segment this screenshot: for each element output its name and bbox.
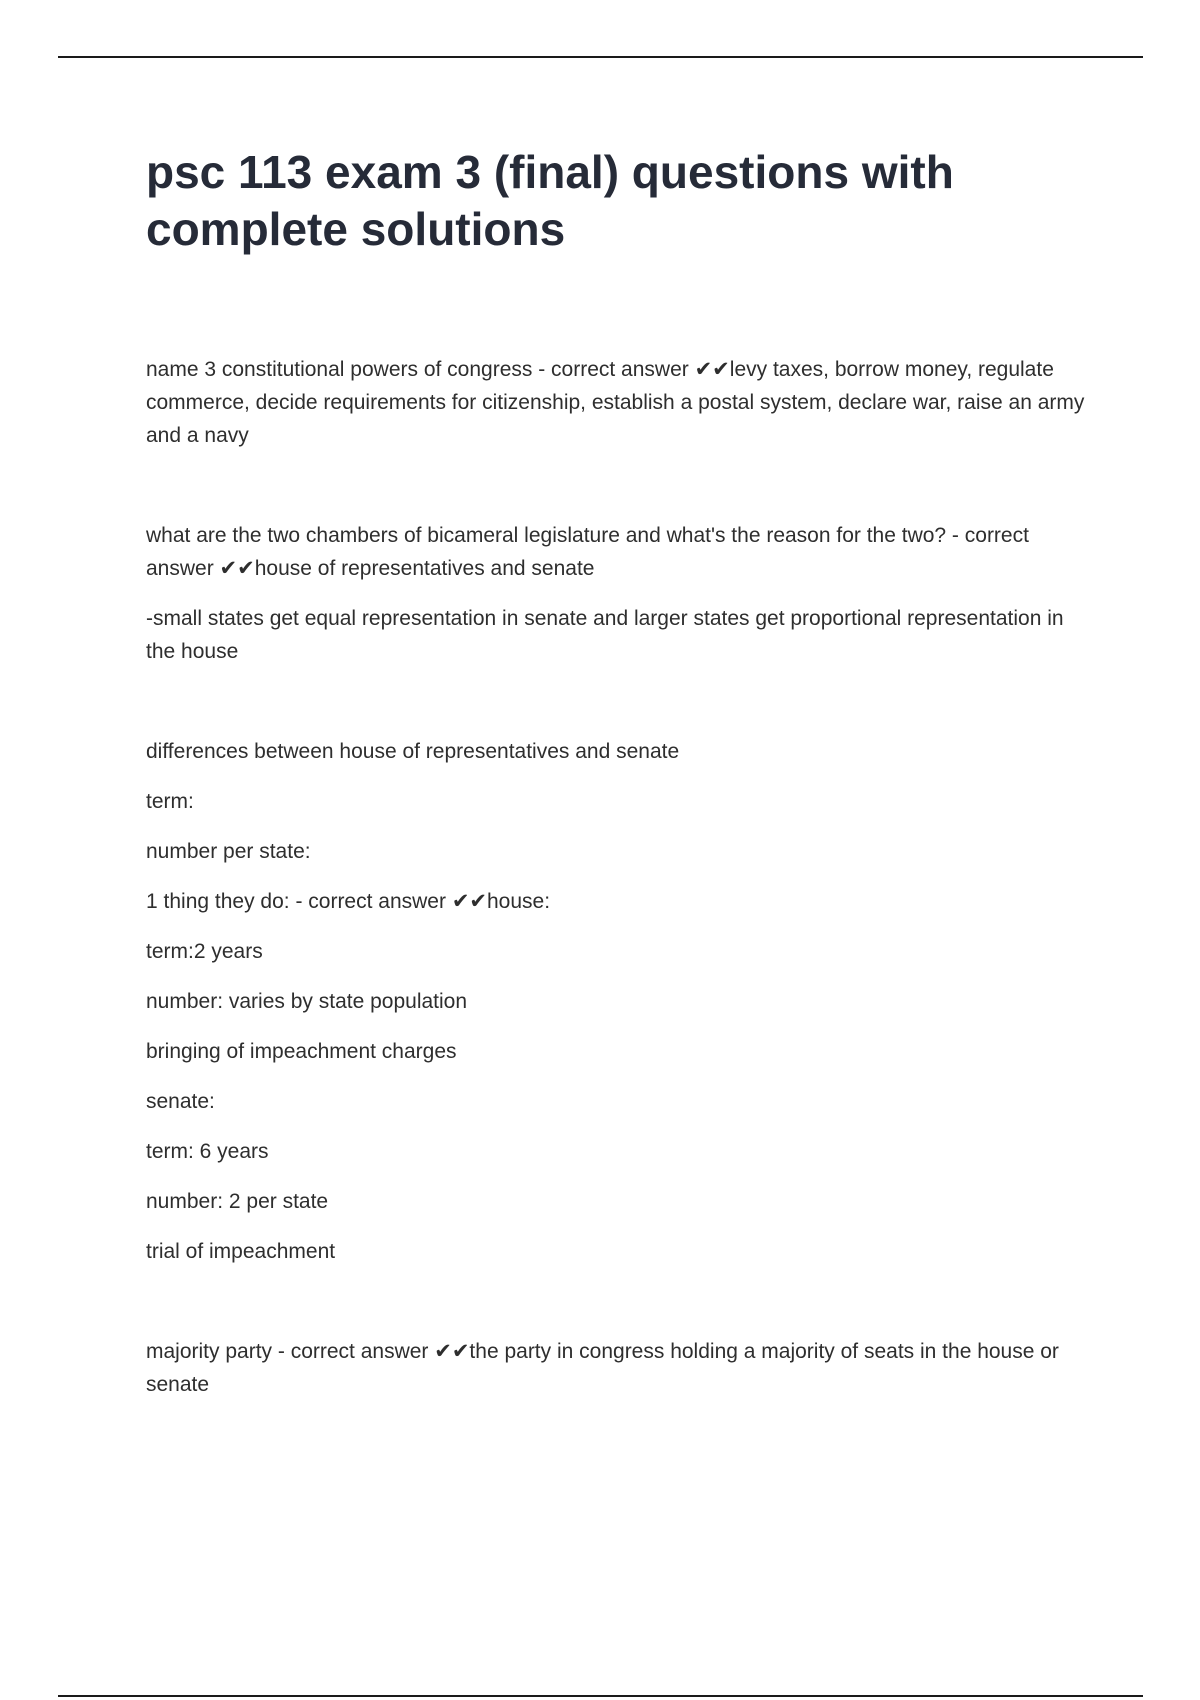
document-body: [146, 144, 1096, 1401]
qa-block: [146, 1335, 1096, 1401]
qa-line: number: varies by state population: [146, 990, 468, 1013]
bottom-rule: [58, 1695, 1143, 1697]
qa-line: what are the two chambers of bicameral legislature and what's the reason for the two? - correct answer ✔✔house of representatives and senate: [146, 524, 1029, 580]
qa-line: number per state:: [146, 840, 311, 863]
qa-line: term:2 years: [146, 940, 263, 963]
qa-line: trial of impeachment: [146, 1240, 336, 1263]
qa-line: bringing of impeachment charges: [146, 1040, 457, 1063]
qa-line: term: 6 years: [146, 1140, 269, 1163]
qa-line: majority party - correct answer ✔✔the party in congress holding a majority of seats in the house or senate: [146, 1340, 1059, 1396]
qa-line: term:: [146, 790, 194, 813]
qa-line: name 3 constitutional powers of congress - correct answer ✔✔levy taxes, borrow money, regulate commerce, decide requirements for citizenship, establish a postal system, declare war, raise an army and a navy: [146, 358, 1085, 447]
qa-line: senate:: [146, 1090, 215, 1113]
qa-line: differences between house of representatives and senate: [146, 740, 680, 763]
qa-block: [146, 519, 1096, 668]
qa-line: -small states get equal representation in senate and larger states get proportional representation in the house: [146, 607, 1064, 663]
top-rule: [58, 56, 1143, 58]
qa-line: number: 2 per state: [146, 1190, 329, 1213]
qa-block: [146, 735, 1096, 1268]
qa-line: 1 thing they do: - correct answer ✔✔house:: [146, 890, 551, 913]
document-title: psc 113 exam 3 (final) questions with complete solutions: [146, 146, 954, 255]
qa-block: [146, 353, 1096, 452]
